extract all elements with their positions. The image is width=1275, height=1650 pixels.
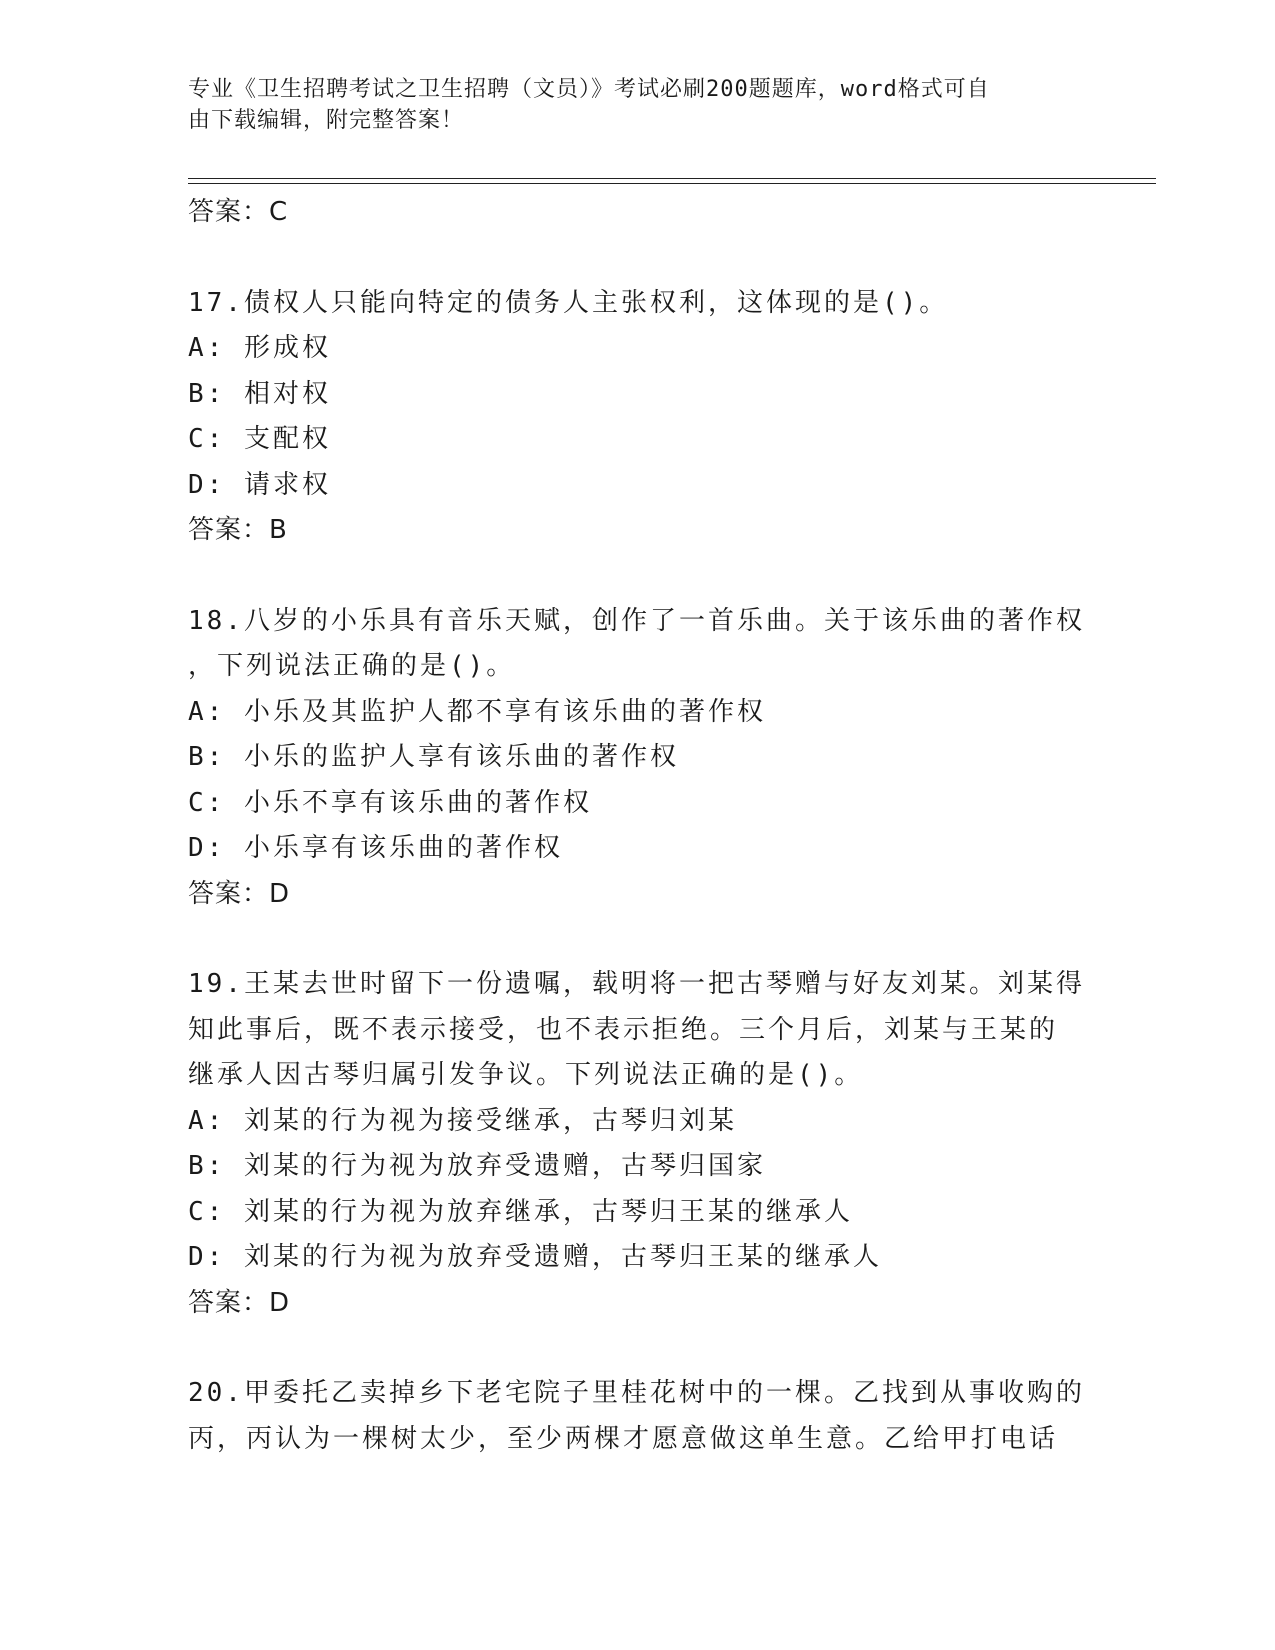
option-a: A: 小乐及其监护人都不享有该乐曲的著作权 — [188, 696, 766, 727]
spacer — [188, 917, 1088, 962]
question-item — [188, 962, 1088, 1326]
question-list — [188, 190, 1088, 1462]
question-stem: 20.甲委托乙卖掉乡下老宅院子里桂花树中的一棵。乙找到从事收购的 — [188, 1378, 1085, 1408]
answer: 答案：B — [188, 515, 288, 545]
question-stem: 17.债权人只能向特定的债务人主张权利，这体现的是()。 — [188, 287, 949, 318]
spacer — [188, 554, 1088, 599]
option-c: C: 小乐不享有该乐曲的著作权 — [188, 787, 592, 818]
option-d: D: 请求权 — [188, 469, 331, 500]
question-stem-continued: 继承人因古琴归属引发争议。下列说法正确的是()。 — [188, 1060, 864, 1090]
answer: 答案：D — [188, 878, 291, 909]
option-d: D: 刘某的行为视为放弃受遗赠，古琴归王某的继承人 — [188, 1242, 882, 1272]
option-a: A: 刘某的行为视为接受继承，古琴归刘某 — [188, 1105, 737, 1136]
question-item — [188, 1371, 1088, 1462]
header-rule-bottom — [188, 183, 1156, 184]
question-stem: 19.王某去世时留下一份遗嘱，载明将一把古琴赠与好友刘某。刘某得 — [188, 969, 1085, 999]
header-rule-top — [188, 178, 1156, 179]
spacer — [188, 236, 1088, 281]
option-c: C: 支配权 — [188, 424, 331, 454]
question-stem-continued: 知此事后，既不表示接受，也不表示拒绝。三个月后，刘某与王某的 — [188, 1014, 1059, 1045]
question-item — [188, 599, 1088, 918]
option-d: D: 小乐享有该乐曲的著作权 — [188, 833, 563, 863]
option-b: B: 相对权 — [188, 378, 331, 409]
previous-answer: 答案：C — [188, 197, 289, 227]
option-c: C: 刘某的行为视为放弃继承，古琴归王某的继承人 — [188, 1196, 853, 1227]
question-item — [188, 281, 1088, 554]
answer: 答案：D — [188, 1287, 291, 1318]
option-a: A: 形成权 — [188, 333, 331, 363]
header-line-1: 专业《卫生招聘考试之卫生招聘（文员）》考试必刷200题题库，word格式可自 — [188, 77, 990, 102]
question-stem: 18.八岁的小乐具有音乐天赋，创作了一首乐曲。关于该乐曲的著作权 — [188, 605, 1085, 636]
question-stem-continued: 丙，丙认为一棵树太少，至少两棵才愿意做这单生意。乙给甲打电话 — [188, 1423, 1059, 1454]
question-stem-continued: ，下列说法正确的是()。 — [188, 651, 516, 681]
option-b: B: 刘某的行为视为放弃受遗赠，古琴归国家 — [188, 1151, 766, 1181]
option-b: B: 小乐的监护人享有该乐曲的著作权 — [188, 742, 679, 772]
document-header — [188, 74, 1068, 136]
spacer — [188, 1326, 1088, 1371]
header-line-2: 由下载编辑，附完整答案！ — [188, 108, 465, 133]
